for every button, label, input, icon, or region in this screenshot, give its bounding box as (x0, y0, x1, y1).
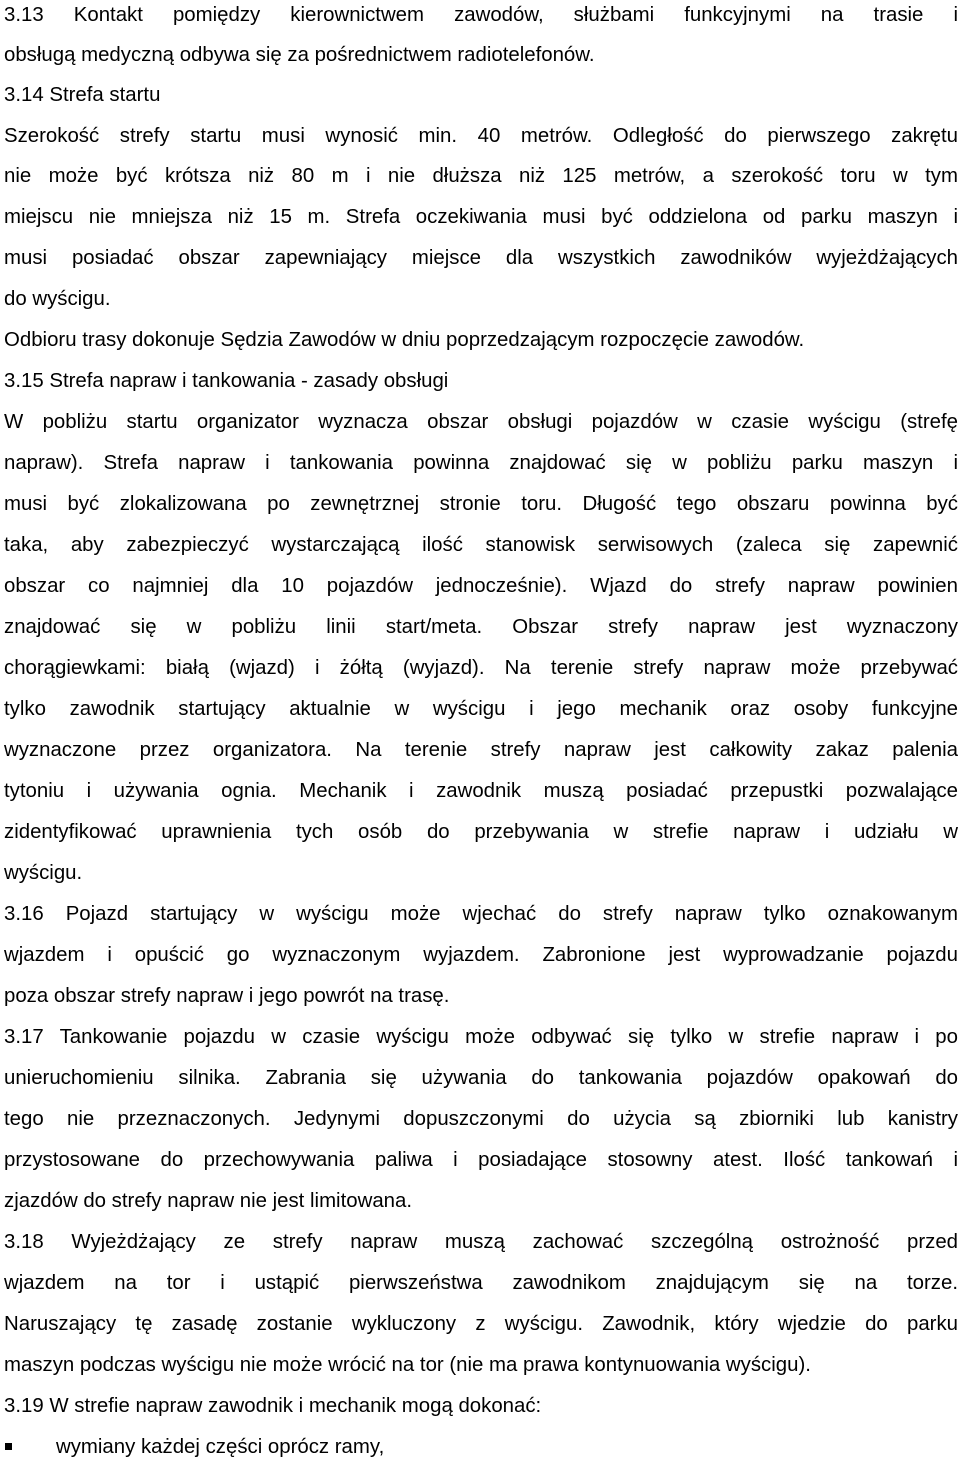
text-line: Szerokość strefy startu musi wynosić min. 40 metrów. Odległość do pierwszego zakrętu (4, 125, 958, 147)
text-line: wjazdem na tor i ustąpić pierwszeństwa zawodnikom znajdującym się na torze. (4, 1272, 958, 1294)
text-line: wjazdem i opuścić go wyznaczonym wyjazdem. Zabronione jest wyprowadzanie pojazdu (4, 944, 958, 966)
text-line: 3.13 Kontakt pomiędzy kierownictwem zawodów, służbami funkcyjnymi na trasie i (4, 4, 958, 26)
text-line: do wyścigu. (4, 288, 111, 310)
bullet-list-item (4, 1432, 958, 1462)
text-line: napraw). Strefa napraw i tankowania powinna znajdować się w pobliżu parku maszyn i (4, 452, 958, 474)
text-line: Naruszający tę zasadę zostanie wykluczony z wyścigu. Zawodnik, który wjedzie do parku (4, 1313, 958, 1335)
section-heading-3-19: 3.19 W strefie napraw zawodnik i mechanik mogą dokonać: (4, 1395, 542, 1417)
text-line: obsługą medyczną odbywa się za pośrednictwem radiotelefonów. (4, 44, 595, 66)
text-line: zjazdów do strefy napraw nie jest limitowana. (4, 1190, 413, 1212)
text-line: musi posiadać obszar zapewniający miejsce dla wszystkich zawodników wyjeżdżających (4, 247, 958, 269)
text-line: Odbioru trasy dokonuje Sędzia Zawodów w dniu poprzedzającym rozpoczęcie zawodów. (4, 329, 805, 351)
text-line: wyznaczone przez organizatora. Na terenie strefy napraw jest całkowity zakaz palenia (4, 739, 958, 761)
text-line: taka, aby zabezpieczyć wystarczającą ilość stanowisk serwisowych (zaleca się zapewnić (4, 534, 958, 556)
text-line: tego nie przeznaczonych. Jedynymi dopuszczonymi do użycia są zbiorniki lub kanistry (4, 1108, 958, 1130)
section-heading-3-14: 3.14 Strefa startu (4, 84, 161, 106)
text-line: miejscu nie mniejsza niż 15 m. Strefa oczekiwania musi być oddzielona od parku maszyn i (4, 206, 958, 228)
text-line: musi być zlokalizowana po zewnętrznej stronie toru. Długość tego obszaru powinna być (4, 493, 958, 515)
text-line: znajdować się w pobliżu linii start/meta. Obszar strefy napraw jest wyznaczony (4, 616, 958, 638)
square-bullet-icon (5, 1443, 12, 1450)
text-line: nie może być krótsza niż 80 m i nie dłuższa niż 125 metrów, a szerokość toru w tym (4, 165, 958, 187)
text-line: przystosowane do przechowywania paliwa i posiadające stosowny atest. Ilość tankowań i (4, 1149, 958, 1171)
text-line: obszar co najmniej dla 10 pojazdów jednocześnie). Wjazd do strefy napraw powinien (4, 575, 958, 597)
text-line: chorągiewkami: białą (wjazd) i żółtą (wyjazd). Na terenie strefy napraw może przebywać (4, 657, 958, 679)
bullet-item-text: wymiany każdej części oprócz ramy, (56, 1436, 385, 1458)
text-line: zidentyfikować uprawnienia tych osób do przebywania w strefie napraw i udziału w (4, 821, 958, 843)
text-line: tytoniu i używania ognia. Mechanik i zawodnik muszą posiadać przepustki pozwalające (4, 780, 958, 802)
section-3-16-line: 3.16 Pojazd startujący w wyścigu może wjechać do strefy napraw tylko oznakowanym (4, 903, 958, 925)
text-line: tylko zawodnik startujący aktualnie w wyścigu i jego mechanik oraz osoby funkcyjne (4, 698, 958, 720)
section-3-17-line: 3.17 Tankowanie pojazdu w czasie wyścigu może odbywać się tylko w strefie napraw i po (4, 1026, 958, 1048)
section-3-18-line: 3.18 Wyjeżdżający ze strefy napraw muszą zachować szczególną ostrożność przed (4, 1231, 958, 1253)
text-line: wyścigu. (4, 862, 83, 884)
text-line: W pobliżu startu organizator wyznacza obszar obsługi pojazdów w czasie wyścigu (strefę (4, 411, 958, 433)
text-line: poza obszar strefy napraw i jego powrót na trasę. (4, 985, 450, 1007)
text-line: maszyn podczas wyścigu nie może wrócić na tor (nie ma prawa kontynuowania wyścigu). (4, 1354, 811, 1376)
text-line: unieruchomieniu silnika. Zabrania się używania do tankowania pojazdów opakowań do (4, 1067, 958, 1089)
section-heading-3-15: 3.15 Strefa napraw i tankowania - zasady obsługi (4, 370, 449, 392)
